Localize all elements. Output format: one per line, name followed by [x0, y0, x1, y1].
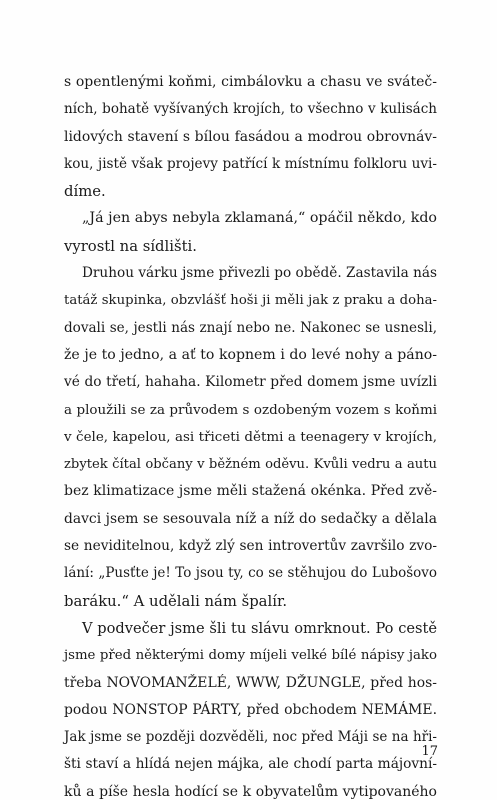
text-line: ků a píše hesla hodící se k obyvatelům vytipovaného	[64, 783, 437, 800]
text-line: třeba NOVOMANŽELÉ, WWW, DŽUNGLE, před hos-	[64, 674, 437, 691]
text-line: že je to jedno, a ať to kopnem i do levé nohy a páno-	[64, 346, 437, 363]
text-line: v čele, kapelou, asi třiceti dětmi a teenagery v krojích,	[64, 429, 437, 445]
text-line: bez klimatizace jsme měli stažená okénka. Před zvě-	[64, 483, 437, 500]
text-line: šti staví a hlídá nejen májka, ale chodí parta májovní-	[64, 756, 437, 773]
text-line: davci jsem se sesouvala níž a níž do sedačky a dělala	[64, 510, 437, 527]
text-line: tatáž skupinka, obzvlášť hoši ji měli jak z praku a doha-	[64, 293, 437, 309]
text-line: Druhou várku jsme přivezli po obědě. Zastavila nás	[82, 265, 437, 282]
text-line: dovali se, jestli nás znají nebo ne. Nakonec se usnesli,	[64, 319, 437, 336]
text-line: díme.	[64, 183, 106, 201]
text-line: kou, jistě však projevy patřící k místnímu folkloru uvi-	[64, 155, 437, 172]
text-line: se neviditelnou, když zlý sen introvertův završilo zvo-	[64, 538, 437, 555]
text-line: ních, bohatě vyšívaných krojích, to všechno v kulisách	[64, 101, 437, 118]
text-line: „Já jen abys nebyla zklamaná,“ opáčil někdo, kdo	[82, 210, 437, 227]
text-line: podou NONSTOP PÁRTY, před obchodem NEMÁME.	[64, 701, 437, 718]
text-line: jsme před některými domy míjeli velké bílé nápisy jako	[64, 648, 437, 664]
text-line: lidových stavení s bílou fasádou a modrou obrovnáv-	[64, 128, 437, 145]
page-number: 17	[421, 744, 438, 759]
text-line: vyrostl na sídlišti.	[64, 237, 197, 255]
text-line: vé do třetí, hahaha. Kilometr před domem jsme uvízli	[64, 374, 437, 391]
text-line: zbytek čítal občany v běžném oděvu. Kvůli vedru a autu	[64, 457, 437, 473]
body-text	[64, 69, 437, 806]
text-line: a ploužili se za průvodem s ozdobeným vozem s koňmi	[64, 402, 437, 418]
text-line: s opentlenými koňmi, cimbálovku a chasu ve sváteč-	[64, 74, 437, 90]
text-line: V podvečer jsme šli tu slávu omrknout. Po cestě	[82, 619, 437, 637]
text-line: lání: „Pusťte je! To jsou ty, co se stěhujou do Lubošovo	[64, 565, 437, 582]
text-line: Jak jsme se později dozvěděli, noc před Máji se na hři-	[64, 729, 437, 746]
text-line: baráku.“ A udělali nám špalír.	[64, 592, 288, 610]
